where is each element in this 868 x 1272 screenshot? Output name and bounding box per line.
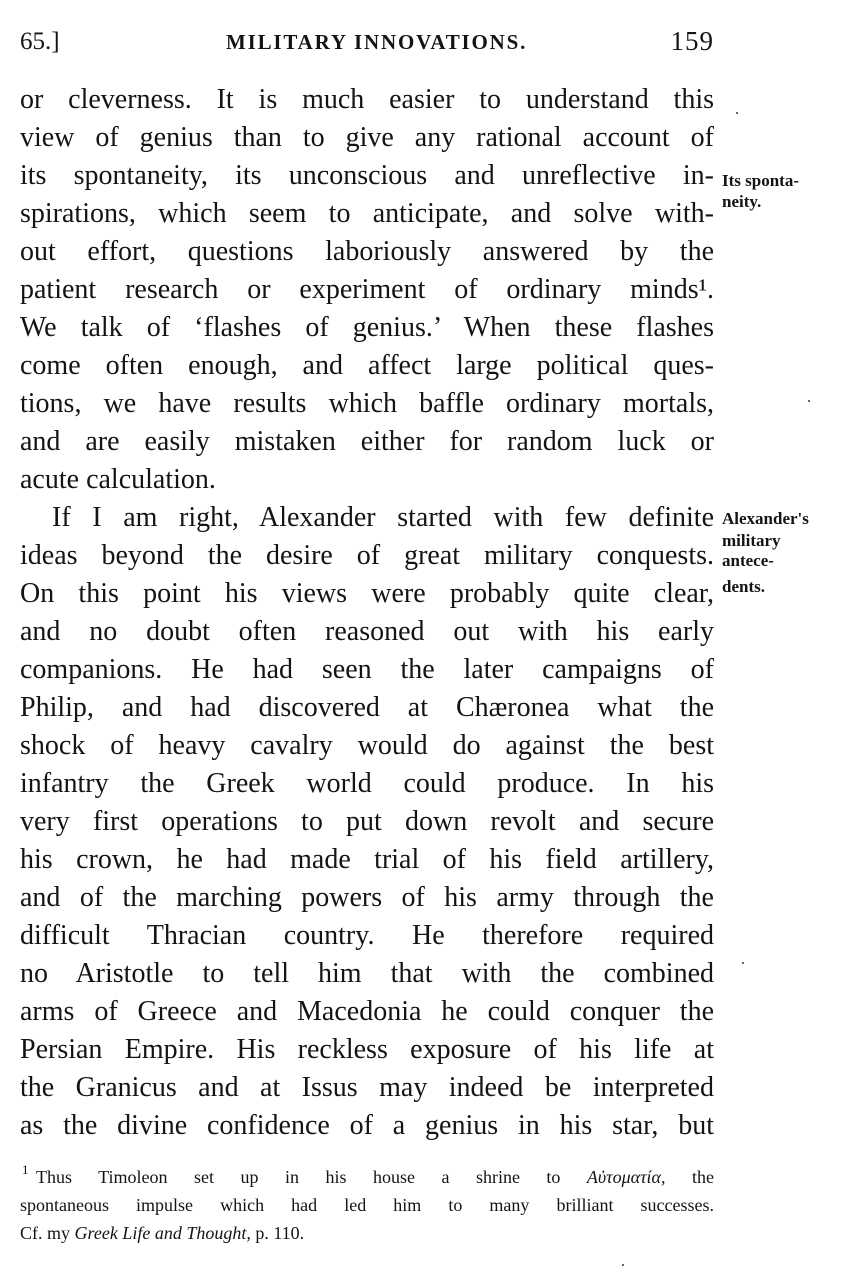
book-title: Greek Life and Thought, [74, 1223, 251, 1243]
margin-note-line: antece- [722, 551, 774, 570]
text-line: arms of Greece and Macedonia he could conquer the [20, 996, 714, 1027]
margin-note-line: military [722, 531, 781, 550]
text-line: Persian Empire. His reckless exposure of his life at [20, 1034, 714, 1065]
margin-note-line: dents. [722, 577, 765, 596]
footnote-marker: 1 [22, 1162, 29, 1177]
text-line: patient research or experiment of ordinary minds¹. [20, 274, 714, 305]
text-line: and no doubt often reasoned out with his early [20, 616, 714, 647]
text-line: his crown, he had made trial of his field artillery, [20, 844, 714, 875]
running-title: MILITARY INNOVATIONS. [226, 30, 528, 54]
text-line: tions, we have results which baffle ordinary mortals, [20, 388, 714, 419]
text-line: acute calculation. [20, 464, 216, 495]
section-number: 65.] [20, 28, 60, 55]
text-line: out effort, questions laboriously answered by the [20, 236, 714, 267]
text-line: ideas beyond the desire of great military conquests. [20, 540, 714, 571]
print-speck [742, 962, 744, 964]
text-line: If I am right, Alexander started with few definite [52, 502, 714, 533]
margin-note-line: Alexander's [722, 509, 809, 528]
text-line: very first operations to put down revolt and secure [20, 806, 714, 837]
text-line: view of genius than to give any rational account of [20, 122, 714, 153]
text-line: come often enough, and affect large political ques- [20, 350, 714, 381]
greek-term: Αὐτοματία, [586, 1167, 666, 1187]
text-line: the Granicus and at Issus may indeed be interpreted [20, 1072, 714, 1103]
text-line: spirations, which seem to anticipate, and solve with- [20, 198, 714, 229]
footnote-line: spontaneous impulse which had led him to many brilliant successes. [20, 1195, 714, 1215]
text-line: On this point his views were probably quite clear, [20, 578, 714, 609]
text-line: and are easily mistaken either for random luck or [20, 426, 714, 457]
text-line: We talk of ‘flashes of genius.’ When these flashes [20, 312, 714, 343]
footnote-text: p. 110. [250, 1223, 305, 1243]
print-speck [622, 1264, 624, 1266]
footnote-line [20, 1220, 714, 1246]
text-line: no Aristotle to tell him that with the combined [20, 958, 714, 989]
text-line: companions. He had seen the later campaigns of [20, 654, 714, 685]
margin-note-line: neity. [722, 192, 762, 211]
text-line: or cleverness. It is much easier to understand this [20, 84, 714, 115]
footnote-text: Thus Timoleon set up in his house a shrine to [36, 1167, 587, 1187]
text-line: and of the marching powers of his army through the [20, 882, 714, 913]
margin-note-line: Its sponta- [722, 171, 799, 190]
print-speck [736, 112, 738, 114]
text-line: as the divine confidence of a genius in his star, but [20, 1110, 714, 1141]
text-line: infantry the Greek world could produce. In his [20, 768, 714, 799]
text-line: Philip, and had discovered at Chæronea what the [20, 692, 714, 723]
footnote-text: Cf. my [20, 1223, 75, 1243]
running-header [20, 24, 714, 60]
footnote-text: the [665, 1167, 714, 1187]
text-line: difficult Thracian country. He therefore required [20, 920, 714, 951]
print-speck [808, 400, 810, 402]
page-number: 159 [670, 26, 714, 56]
text-line: its spontaneity, its unconscious and unreflective in- [20, 160, 714, 191]
text-line: shock of heavy cavalry would do against the best [20, 730, 714, 761]
footnote-line [36, 1164, 714, 1190]
